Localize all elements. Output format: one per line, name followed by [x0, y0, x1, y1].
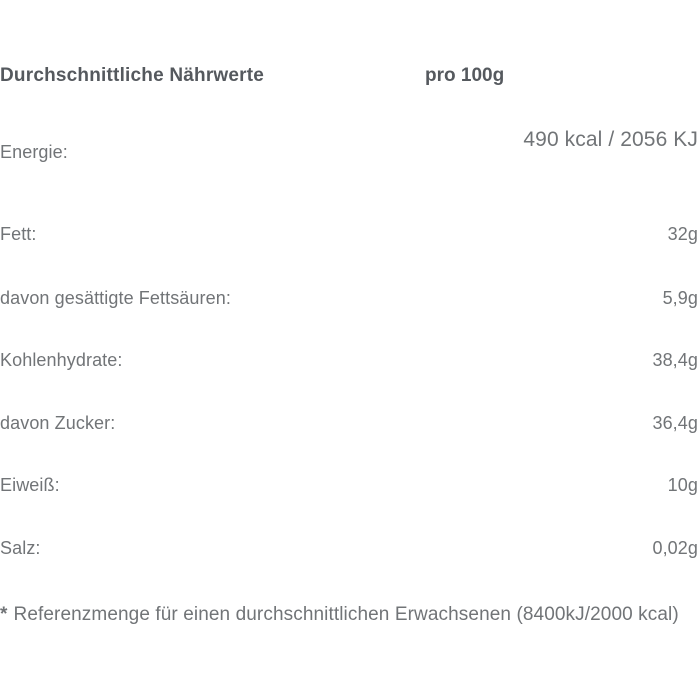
footnote-text: Referenzmenge für einen durchschnittlichen Erwachsenen (8400kJ/2000 kcal) [13, 604, 679, 625]
row-label: Salz: [0, 538, 41, 558]
nutrition-row-gesaettigte-fettsaeuren [0, 289, 698, 307]
nutrition-row-fett [0, 225, 698, 243]
row-label: Eiweiß: [0, 475, 60, 495]
row-value: 38,4g [652, 350, 698, 370]
table-header-row [0, 66, 698, 85]
row-label: Fett: [0, 224, 37, 244]
row-value: 490 kcal / 2056 KJ [523, 128, 698, 151]
row-label: Kohlenhydrate: [0, 350, 123, 370]
row-value: 10g [667, 475, 698, 495]
footnote-asterisk: * [0, 604, 8, 625]
row-value: 0,02g [652, 538, 698, 558]
row-label: davon Zucker: [0, 413, 116, 433]
row-label: Energie: [0, 142, 68, 162]
nutrition-row-energie [0, 129, 698, 161]
row-label: davon gesättigte Fettsäuren: [0, 288, 231, 308]
table-title: Durchschnittliche Nährwerte [0, 65, 265, 86]
reference-footnote [0, 605, 698, 624]
row-value: 5,9g [662, 288, 698, 308]
nutrition-row-zucker [0, 414, 698, 432]
row-value: 36,4g [652, 413, 698, 433]
row-value: 32g [667, 224, 698, 244]
nutrition-row-salz [0, 539, 698, 557]
nutrition-row-kohlenhydrate [0, 351, 698, 369]
per-100g-column-header: pro 100g [425, 65, 505, 86]
nutrition-row-eiweiss [0, 476, 698, 494]
